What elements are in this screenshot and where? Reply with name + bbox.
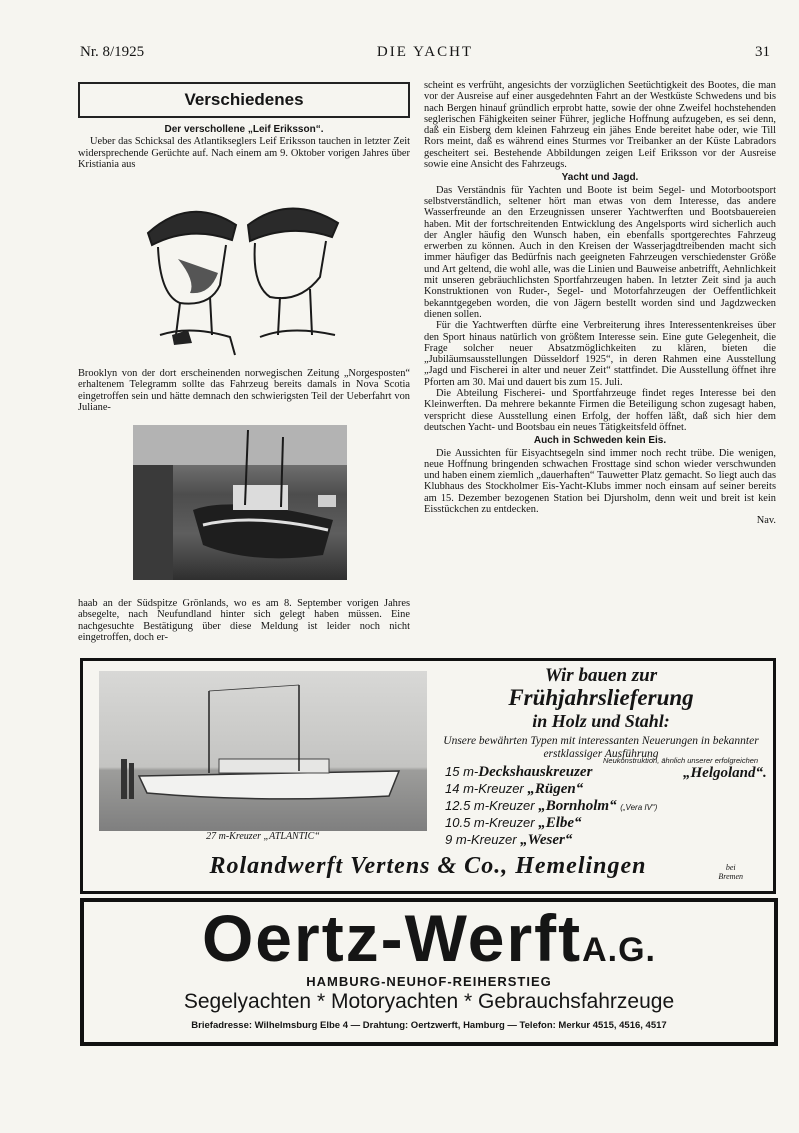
company-location: HAMBURG-NEUHOF-REIHERSTIEG <box>306 974 552 989</box>
company-products: Segelyachten * Motoryachten * Gebrauchsfahrzeuge <box>183 990 675 1013</box>
rolandwerft-advertisement <box>80 658 776 894</box>
crew-portrait-sketch <box>140 185 340 360</box>
model-row <box>445 832 775 849</box>
atlantic-yacht-photo <box>99 671 427 831</box>
model-name: „Bornholm“ <box>538 798 617 814</box>
model-row <box>445 815 775 832</box>
author-signature: Nav. <box>756 515 776 527</box>
company-suffix: A.G. <box>582 931 657 969</box>
model-type: Deckshauskreuzer <box>478 764 593 780</box>
paragraph: Die Abteilung Fischerei- und Sportfahrzeuge findet reges Interesse bei den Kleinwerften. Da mehrere bekannte Firmen die Beteiligung schon zugesagt haben, verspricht diese Ausstellung einen Erfolg, der hoffen läßt, daß sich hier dem deutschen Yacht- und Bootsbau ein neues Tätigkeitsfeld öffnet. <box>424 388 776 433</box>
article-subtitle: Yacht und Jagd. <box>561 172 639 184</box>
shipyard-name: Rolandwerft Vertens & Co., Hemelingen <box>209 853 647 879</box>
location-city: Bremen <box>718 872 743 881</box>
model-size: 10.5 m-Kreuzer <box>445 815 535 830</box>
paragraph: Das Verständnis für Yachten und Boote ist beim Segel- und Motorbootsport selbstverständlich, seltener hört man etwas von dem Interesse, das andere Wasserfreunde an den Erzeugnissen unserer Yachtwerften und Bootsbauereien haben. Mit der fortschreitenden Entwicklung des Angelsports wird sicherlich auch der Angler häufig den Wunsch haben, ein ebenfalls sportgerechtes Fahrzeug erwerben zu können. Auch in den Kreisen der Wasserjagdtreibenden macht sich immer häufiger das Bedürfnis nach geeigneten Fahrzeugen verschiedenster Größe und Art geltend, die wohl alle, was die Linien und Bauweise anbetrifft, Aehnlichkeit mit unseren gebräuchlichsten Sportfahrzeugen haben. In letzter Zeit sind ja auch Konstruktionen von Ruder-, Segel- und Motorfahrzeugen der Oeffentlichkeit bekanntgegeben worden, die von Jägern bestellt worden sind und Jagdzwecken dienen sollen. <box>424 184 776 320</box>
article-leif-eriksson-mid <box>78 368 410 413</box>
model-size: 15 m- <box>445 764 479 779</box>
ad-headline-3: in Holz und Stahl: <box>532 711 670 731</box>
location-prefix: bei <box>725 863 736 872</box>
model-row <box>445 756 775 781</box>
page-number: 31 <box>755 44 770 60</box>
right-column <box>424 80 776 527</box>
oertz-werft-advertisement <box>80 898 778 1046</box>
model-name: „Rügen“ <box>527 781 584 797</box>
shipyard-location <box>718 863 743 881</box>
article-leif-eriksson-end <box>78 598 410 643</box>
paragraph: Die Aussichten für Eisyachtsegeln sind immer noch recht trübe. Die wenigen, neue Hoffnung bringenden schwachen Frosttage sind schon wieder verschwunden und haben einem ziemlich „dauerhaften“ Tauwetter Platz gemacht. So liegt auch das Klubhaus des Stockholmer Eis-Yacht-Klubs immer noch einsam auf seiner bereits am 15. Dezember bezogenen Station bei Djursholm, denn weit und breit ist kein Eisstückchen zu entdecken. <box>424 447 776 515</box>
model-note: („Vera IV“) <box>620 803 658 812</box>
paragraph: Ueber das Schicksal des Atlantikseglers Leif Eriksson tauchen in letzter Zeit widersprechende Gerüchte auf. Nach einem am 9. Oktober vorigen Jahres über Kristiania aus <box>78 136 410 170</box>
company-wordmark: Oertz-Werft <box>201 901 583 975</box>
model-name: „Helgoland“. <box>683 765 767 781</box>
model-row <box>445 798 775 815</box>
model-name: „Elbe“ <box>538 815 582 831</box>
page-header <box>80 44 770 66</box>
section-title: Verschiedenes <box>78 82 410 118</box>
model-list <box>445 756 775 849</box>
boat-photo <box>133 425 347 580</box>
model-size: 9 m-Kreuzer <box>445 832 517 847</box>
issue-number: Nr. 8/1925 <box>80 44 145 60</box>
article-subtitle: Der verschollene „Leif Eriksson“. <box>164 124 324 135</box>
paragraph: Für die Yachtwerften dürfte eine Verbreiterung ihres Interessentenkreises über den Sport hinaus natürlich von größtem Interesse sein. Eine gute Gelegenheit, die Frage solcher neuer Absatzmöglichkeiten zu klären, bieten die „Jubiläumsausstellungen Düsseldorf 1925“, in deren Rahmen eine Ausstellung „Jagd und Fischerei in alter und neuer Zeit“ stattfindet. Die Ausstellung öffnet ihre Pforten am 30. Mai und dauert bis zum 15. Juli. <box>424 320 776 388</box>
journal-title: DIE YACHT <box>376 44 474 60</box>
article-leif-eriksson-intro <box>78 122 410 170</box>
company-contact: Briefadresse: Wilhelmsburg Elbe 4 — Drahtung: Oertzwerft, Hamburg — Telefon: Merkur 4515, 4516, 4517 <box>191 1020 667 1031</box>
model-remark: Neukonstruktion, ähnlich unserer erfolgreichen <box>603 756 759 765</box>
model-row <box>445 781 775 798</box>
paragraph: scheint es verfrüht, angesichts der vorzüglichen Seetüchtigkeit des Bootes, die man vor der Ausreise auf einer ausgedehnten Fahrt an der Westküste Schwedens und bis nach Bergen hinauf gründlich erprobt hatte, sowie der ohne Zweifel hochstehenden seglerischen Fähigkeiten seiner Führer, jegliche Hoffnung aufzugeben, es sei denn, daß ein Eisberg dem kleinen Fahrzeug ein jähes Ende bereitet habe oder, wie Till Rors meint, daß es während eines Sturmes vor Treibanker an der Küste Labradors gescheitert sei. Bestehende Abbildungen zeigen Leif Eriksson vor der Ausreise sowie eine Ansicht des Fahrzeugs. <box>424 80 776 171</box>
model-name: „Weser“ <box>520 832 573 848</box>
paragraph: haab an der Südspitze Grönlands, wo es am 8. September vorigen Jahres absegelte, nach Neufundland hinter sich gelegt haben müssen. Eine nachgesuchte Bestätigung über diese Meldung ist leider noch nicht eingetroffen, doch er- <box>78 598 410 643</box>
photo-caption: 27 m-Kreuzer „ATLANTIC“ <box>206 831 320 842</box>
ad-intro: Unsere bewährten Typen mit interessanten Neuerungen in bekannter erstklassiger Ausführung <box>443 735 759 760</box>
ad-headline-1: Wir bauen zur <box>544 665 658 686</box>
paragraph: Brooklyn von der dort erscheinenden norwegischen Zeitung „Norgesposten“ erhaltenem Telegramm sollte das Fahrzeug bereits damals in Nova Scotia eingetroffen sein und hätte demnach den schwierigsten Teil der Ueberfahrt von Juliane- <box>78 368 410 413</box>
model-size: 12.5 m-Kreuzer <box>445 798 535 813</box>
ad-headline-2: Frühjahrslieferung <box>508 685 694 710</box>
article-subtitle: Auch in Schweden kein Eis. <box>533 435 667 447</box>
model-size: 14 m-Kreuzer <box>445 781 524 796</box>
